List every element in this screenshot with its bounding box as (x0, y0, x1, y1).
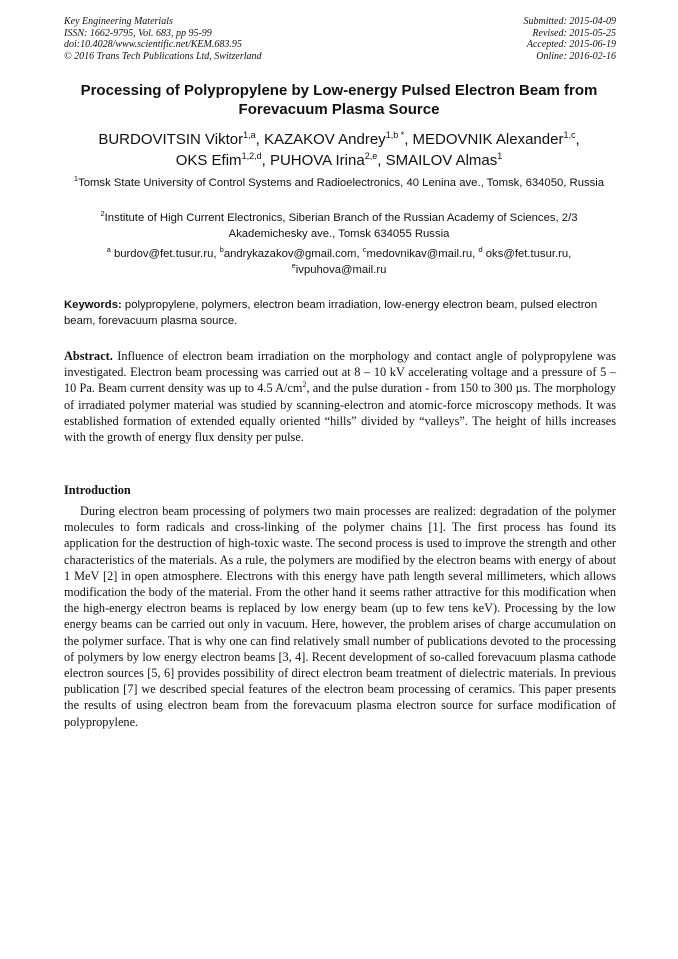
author-list: BURDOVITSIN Viktor$^{1,a}$, KAZAKOV Andrey$^{1,b *}$, MEDOVNIK Alexander$^{1,c}$, OKS Efim$^{1,2,d}$, PUHOVA Irina$^{2,e}$, SMAILOV Almas$^1$ (98, 130, 580, 169)
affiliation-2 (70, 211, 608, 242)
author-affiliation-mark: 1,a (243, 130, 256, 140)
email-mark: d (478, 245, 483, 255)
introduction-paragraph: During electron beam processing of polymers two main processes are realized: degradation of the polymer molecules to form radicals and cross-linking of the polymer chains [1]. The first process has found its application for the destruction of high-toxic waste. The second process is used to improve the strength and other characteristics of the materials. As a rule, the polymers are modified by the electron beams with energy of about 1 MeV [2] in open atmosphere. Electrons with this energy have path length several millimeters, which allows modification the body of the material. From the other hand it seems rather attractive for this modification when the high-energy electron beams is replaced by low energy beam (up to few tens keV). Processing by the low energy beams can be carried out only in vacuum. Here, however, the problem arises of charge accumulation on the polymer surface. That is why one can find relatively small number of publications devoted to the processing of polymers by low energy electron beams [3, 4]. Recent development of so-called forevacuum plasma cathode electron sources [5, 6] provides possibility of direct electron beam treatment of dielectric materials. In previous publication [7] we described special features of the electron beam processing of ceramics. This paper presents the results of using electron beam from the forevacuum plasma electron source for surface modification of polypropylene. (64, 504, 616, 729)
author-name: KAZAKOV Andrey (263, 131, 386, 148)
email-mark: e (291, 260, 296, 270)
email-mark: c (362, 245, 367, 255)
email-address[interactable]: ivpuhova@mail.ru (295, 263, 387, 276)
email-mark: a (106, 245, 111, 255)
affiliation-mark: 2 (100, 209, 105, 219)
email-address[interactable]: oks@fet.tusur.ru, (485, 248, 572, 260)
journal-info (64, 16, 262, 62)
author-affiliation-mark: 1,b * (385, 130, 405, 140)
author-name: PUHOVA Irina (269, 152, 365, 169)
email-list (70, 247, 608, 278)
email-address[interactable]: andrykazakov@gmail.com, (223, 248, 360, 260)
affiliation-mark: 1 (73, 174, 79, 184)
date-revised: Revised: 2015-05-25 (532, 27, 616, 39)
abstract-superscript: 2 (302, 380, 307, 390)
journal-doi: doi:10.4028/www.scientific.net/KEM.683.95 (64, 39, 242, 50)
author-name: OKS Efim (175, 152, 242, 169)
journal-name: Key Engineering Materials (64, 16, 173, 27)
journal-copyright: © 2016 Trans Tech Publications Ltd, Switzerland (64, 50, 262, 62)
author-name: BURDOVITSIN Viktor (98, 131, 244, 148)
author-affiliation-mark: 1,c (563, 130, 576, 140)
abstract-section (64, 348, 616, 445)
date-submitted: Submitted: 2015-04-09 (523, 16, 616, 27)
email-mark: b (219, 245, 224, 255)
keywords-label: Keywords: (64, 299, 122, 311)
abstract-text-continued: , and the pulse duration - from 150 to 300 µs. The morphology of irradiated polymer material was studied by scanning-electron and atomic-force microscopy methods. It was established formation of extended equally oriented “hills” divided by “valleys”. The height of hills increases with the growth of energy flux density per pulse. (64, 381, 616, 445)
author-affiliation-mark: 1,2,d (241, 151, 262, 161)
paper-title: Processing of Polypropylene by Low-energy Pulsed Electron Beam from Forevacuum Plasma Source (80, 82, 598, 118)
author-affiliation-mark: 1 (497, 151, 503, 161)
email-address[interactable]: medovnikav@mail.ru, (366, 248, 476, 260)
journal-issn: ISSN: 1662-9795, Vol. 683, pp 95-99 (64, 27, 212, 39)
date-online: Online: 2016-02-16 (536, 50, 616, 62)
keywords-section (64, 297, 616, 329)
publication-dates (524, 16, 617, 62)
author-affiliation-mark: 2,e (364, 151, 378, 161)
abstract-label: Abstract. (64, 349, 113, 363)
introduction-heading: Introduction (64, 483, 131, 497)
author-name: MEDOVNIK Alexander (412, 131, 564, 148)
keywords-text: polypropylene, polymers, electron beam irradiation, low-energy electron beam, pulsed electron beam, forevacuum plasma source. (64, 299, 598, 327)
email-address[interactable]: burdov@fet.tusur.ru, (113, 248, 217, 260)
affiliation-1 (70, 176, 608, 192)
abstract-text: Influence of electron beam irradiation on the morphology and contact angle of polypropylene was investigated. Electron beam processing was carried out at 8 – 10 kV accelerating voltage and a pressure of 5 – 10 Pa. Beam current density was up to 4.5 A/cm (64, 349, 616, 396)
author-name: SMAILOV Almas (385, 152, 498, 169)
affiliation-text: Institute of High Current Electronics, Siberian Branch of the Russian Academy of Sciences, 2/3 Akademichesky ave., Tomsk 634055 Russia (104, 212, 578, 240)
affiliation-text: Tomsk State University of Control Systems and Radioelectronics, 40 Lenina ave., Tomsk, 634050, Russia (78, 177, 605, 189)
date-accepted: Accepted: 2015-06-19 (526, 39, 616, 50)
